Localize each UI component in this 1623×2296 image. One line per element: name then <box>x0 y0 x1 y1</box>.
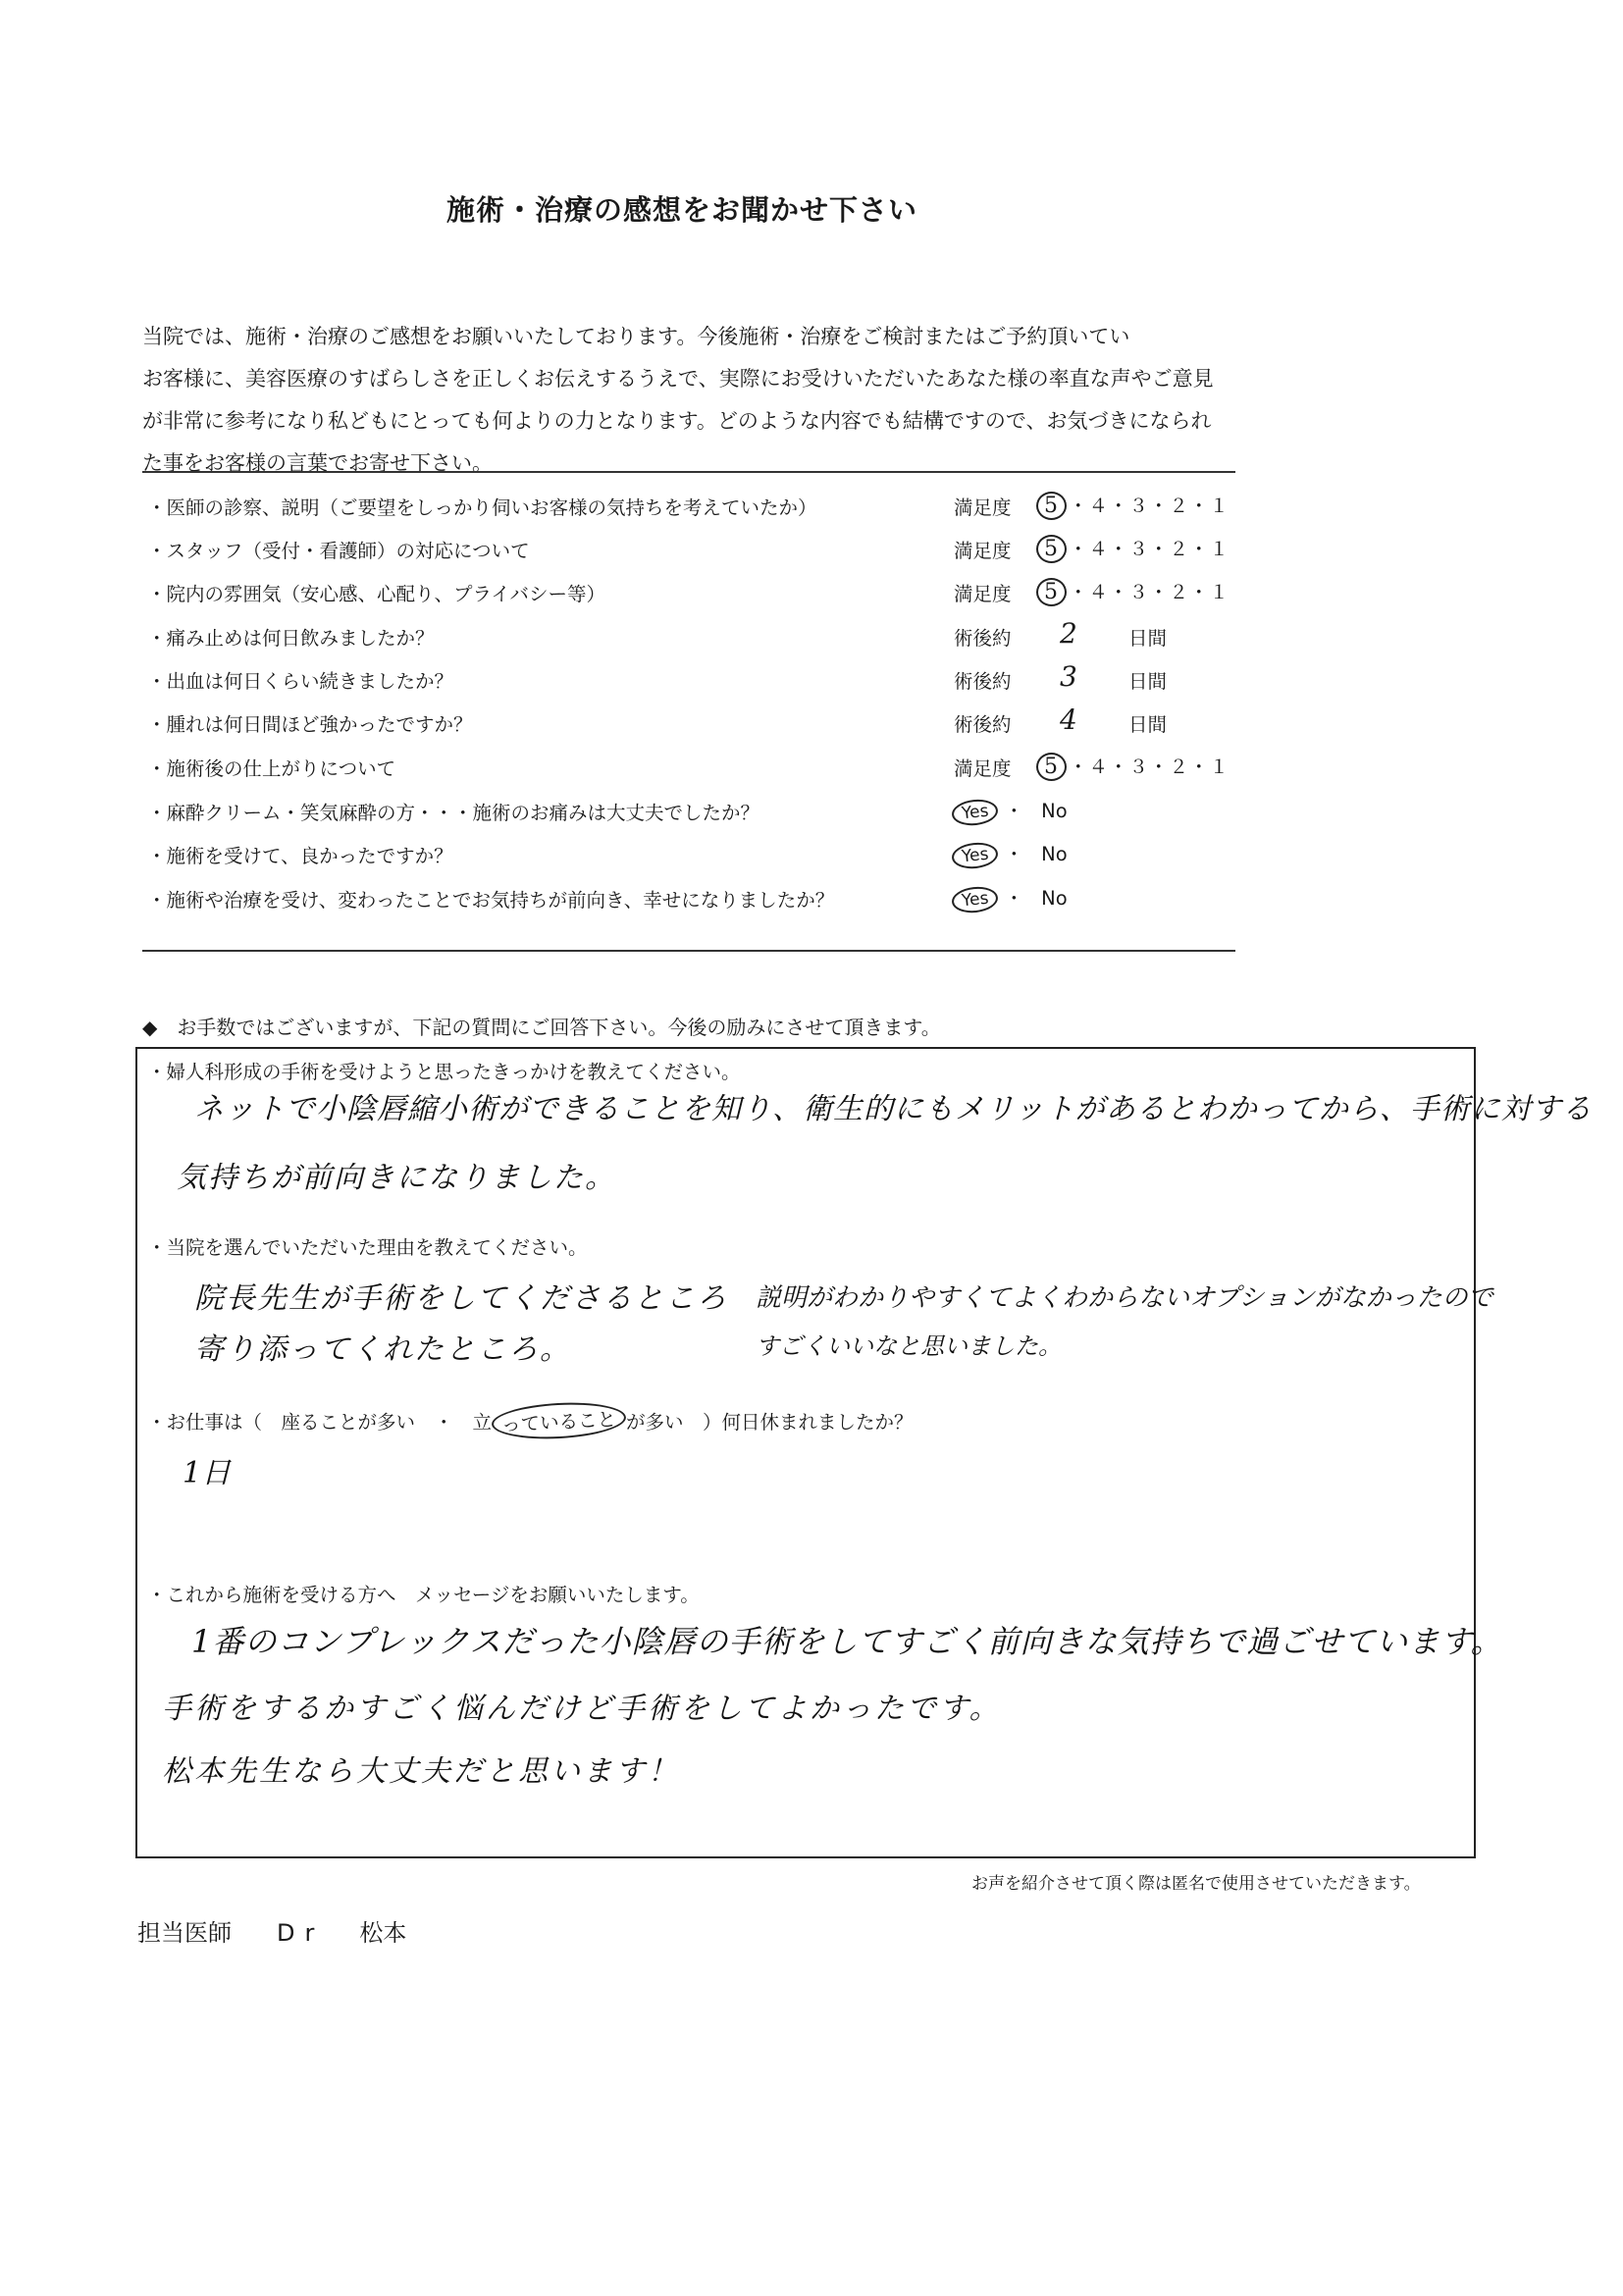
handwritten-answer: 寄り添ってくれたところ。 <box>194 1332 571 1367</box>
question-text: ・スタッフ（受付・看護師）の対応について <box>147 540 530 562</box>
days-label: 術後約 <box>954 713 1012 736</box>
handwritten-answer: 院長先生が手術をしてくださるところ <box>194 1281 728 1316</box>
days-unit: 日間 <box>1128 670 1168 693</box>
days-value: 4 <box>1060 704 1077 736</box>
selected-rating: 5 <box>1036 578 1067 606</box>
yes-no-choice <box>952 883 1068 913</box>
circled-standing-option: っていること <box>491 1399 627 1441</box>
rating-rest: ・４・３・２・１ <box>1069 495 1230 517</box>
rating-scale <box>1036 491 1230 520</box>
days-label: 術後約 <box>954 627 1012 650</box>
days-value: 2 <box>1060 617 1077 650</box>
work-question-after: が多い ）何日休まれましたか？ <box>626 1411 914 1434</box>
yes-no-choice <box>952 839 1068 868</box>
selected-yes: Yes <box>951 841 1000 871</box>
days-unit: 日間 <box>1128 627 1168 650</box>
handwritten-answer: ネットで小陰唇縮小術ができることを知り、衛生的にもメリットがあるとわかってから、手術に対する <box>194 1092 1593 1126</box>
handwritten-answer: 松本先生なら大丈夫だと思います！ <box>162 1754 680 1789</box>
intro-line: 当院では、施術・治療のご感想をお願いいたしております。今後施術・治療をご検討またはご予約頂いてい <box>142 325 1130 348</box>
yes-no-choice <box>952 796 1068 825</box>
page-title: 施術・治療の感想をお聞かせ下さい <box>445 193 917 227</box>
handwritten-answer: 1日 <box>183 1456 232 1490</box>
open-question-reason: ・当院を選んでいただいた理由を教えてください。 <box>147 1236 588 1259</box>
doctor-label: 担当医師 <box>137 1919 232 1947</box>
intro-line: が非常に参考になり私どもにとっても何よりの力となります。どのような内容でも結構ですので、お気づきになられ <box>142 409 1212 433</box>
question-text: ・施術後の仕上がりについて <box>147 757 396 780</box>
days-unit: 日間 <box>1128 713 1168 736</box>
intro-text <box>142 316 1231 485</box>
question-text: ・施術を受けて、良かったですか？ <box>147 845 453 867</box>
question-row <box>147 788 1236 831</box>
work-question-before: ・お仕事は（ 座ることが多い ・ 立 <box>147 1411 493 1434</box>
rating-rest: ・４・３・２・１ <box>1069 581 1230 603</box>
rating-label: 満足度 <box>954 757 1012 780</box>
open-question-motivation: ・婦人科形成の手術を受けようと思ったきっかけを教えてください。 <box>147 1061 741 1083</box>
rating-scale <box>1036 534 1230 563</box>
question-row <box>147 569 1236 612</box>
top-divider <box>142 471 1235 473</box>
days-label: 術後約 <box>954 670 1012 693</box>
days-value: 3 <box>1060 660 1077 693</box>
question-row <box>147 744 1236 787</box>
question-row <box>147 613 1236 656</box>
rating-rest: ・４・３・２・１ <box>1069 756 1230 778</box>
handwritten-answer: 説明がわかりやすくてよくわからないオプションがなかったので <box>756 1283 1493 1313</box>
doctor-title: Dr <box>277 1919 325 1947</box>
question-text: ・院内の雰囲気（安心感、心配り、プライバシー等） <box>147 583 606 605</box>
question-text: ・施術や治療を受け、変わったことでお気持ちが前向き、幸せになりましたか？ <box>147 889 835 912</box>
bottom-divider <box>142 950 1235 952</box>
option-no: No <box>1041 887 1068 910</box>
question-text: ・出血は何日くらい続きましたか？ <box>147 670 454 693</box>
question-text: ・医師の診察、説明（ご要望をしっかり伺いお客様の気持ちを考えていたか） <box>147 496 817 519</box>
question-row <box>147 700 1236 743</box>
anonymity-note: お声を紹介させて頂く際は匿名で使用させていただきます。 <box>971 1874 1421 1894</box>
question-row <box>147 526 1236 569</box>
question-row <box>147 483 1236 526</box>
attending-doctor <box>137 1913 451 1948</box>
question-text: ・腫れは何日間ほど強かったですか？ <box>147 713 473 736</box>
handwritten-answer: 気持ちが前向きになりました。 <box>177 1161 616 1195</box>
intro-line: お客様に、美容医療のすばらしさを正しくお伝えするうえで、実際にお受けいただいたあなた様の率直な声やご意見 <box>142 367 1214 391</box>
section-prompt: ◆ お手数ではございますが、下記の質問にご回答下さい。今後の励みにさせて頂きます。 <box>142 1016 941 1039</box>
question-text: ・麻酔クリーム・笑気麻酔の方・・・施術のお痛みは大丈夫でしたか？ <box>147 802 760 824</box>
question-text: ・痛み止めは何日飲みましたか？ <box>147 627 435 650</box>
handwritten-answer: 手術をするかすごく悩んだけど手術をしてよかったです。 <box>162 1692 1002 1726</box>
question-row <box>147 656 1236 700</box>
selected-rating: 5 <box>1036 753 1067 781</box>
rating-label: 満足度 <box>954 496 1012 519</box>
open-question-work <box>147 1403 914 1438</box>
selected-rating: 5 <box>1036 492 1067 520</box>
choice-separator: ・ <box>1004 843 1024 865</box>
choice-separator: ・ <box>1004 800 1024 822</box>
rating-scale <box>1036 577 1230 606</box>
selected-rating: 5 <box>1036 535 1067 563</box>
choice-separator: ・ <box>1004 887 1024 910</box>
selected-yes: Yes <box>951 885 1000 915</box>
rating-label: 満足度 <box>954 583 1012 605</box>
handwritten-answer: すごくいいなと思いました。 <box>756 1332 1062 1360</box>
option-no: No <box>1041 800 1068 822</box>
handwritten-answer: 1番のコンプレックスだった小陰唇の手術をしてすごく前向きな気持ちで過ごせています。 <box>191 1623 1503 1660</box>
intro-line: た事をお客様の言葉でお寄せ下さい。 <box>142 451 493 475</box>
rating-scale <box>1036 752 1230 781</box>
rating-label: 満足度 <box>954 540 1012 562</box>
question-row <box>147 875 1236 918</box>
question-row <box>147 831 1236 874</box>
doctor-name: 松本 <box>359 1919 407 1947</box>
option-no: No <box>1041 843 1068 865</box>
rating-rest: ・４・３・２・１ <box>1069 538 1230 560</box>
selected-yes: Yes <box>951 798 1000 828</box>
open-question-message: ・これから施術を受ける方へ メッセージをお願いいたします。 <box>147 1584 700 1606</box>
